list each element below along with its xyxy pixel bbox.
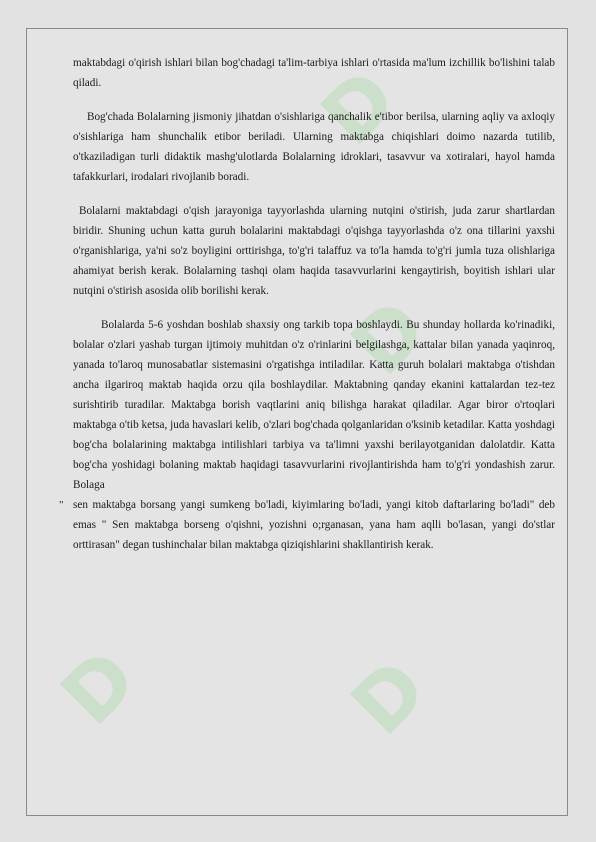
paragraph-1: maktabdagi o'qirish ishlari bilan bog'chadagi ta'lim-tarbiya ishlari o'rtasida ma'lum izchillik bo'lishini talab qiladi.: [73, 57, 555, 89]
paragraph-5-text: sen maktabga borsang yangi sumkeng bo'ladi, kiyimlaring bo'ladi, yangi kitob daftarlaring bo'ladi" deb emas " Sen maktabga borseng o'qishni, yozishni o;rganasan, yana ham aqlli bo'lasan, yangi do'stlar orttirasan" degan tushinchalar bilan maktabga qiziqishlarini shakllantirish kerak.: [73, 499, 555, 551]
watermark-logo-2: D: [334, 283, 445, 393]
paragraph-4: Bolalarda 5-6 yoshdan boshlab shaxsiy ong tarkib topa boshlaydi. Bu shunday hollarda ko'rinadiki, bolalar o'zlari yashab turgan ijtimoiy muhitdan o'z o'rinlarini belgilashga, kattalar bilan yanada yaqinroq, yanada to'laroq munosabatlar sistemasini o'rgatishga intiladilar. Katta guruh bolalari maktabga o'tishdan ancha ilgariroq maktab haqida orzu qila boshlaydilar. Maktabning qanday ekanini kattalardan tez-tez surishtirib turadilar. Maktabga borish vaqtlarini aniq bilishga harakat qiladilar. Agar biror o'rtoqlari maktabga o'tib ketsa, juda havaslari kelib, o'zlari bog'chada qolganlaridan o'ksinib ketadilar. Katta yoshdagi bog'cha bolalarining maktabga intilishlari tarbiya va ta'limni yaxshi berilayotganidan dalolatdir. Katta bog'cha yoshidagi bolaning maktab haqidagi tasavvurlarini rivojlantirishda ham to'g'ri yondashish zarur. Bolaga: [73, 319, 555, 491]
paragraph-2: Bog'chada Bolalarning jismoniy jihatdan o'sishlariga qanchalik e'tibor berilsa, ularning aqliy va axloqiy o'sishlariga ham shunchalik etibor beriladi. Ularning maktabga chiqishlari doimo nazarda tutilib, o'tkaziladigan turli didaktik mashg'ulotlarda Bolalarning idroklari, tasavvur va xotiralari, hayol hamda tafakkurlari, irodalari rivojlanib boradi.: [73, 111, 555, 183]
watermark-logo-1: D: [304, 53, 415, 163]
document-body: [59, 53, 555, 569]
paragraph-5: [59, 495, 555, 555]
document-page: [26, 28, 568, 816]
watermark-logo-4: D: [334, 643, 445, 753]
paragraph-3: Bolalarni maktabdagi o'qish jarayoniga tayyorlashda ularning nutqini o'stirish, juda zarur shartlardan biridir. Shuning uchun katta guruh bolalarini maktabdagi o'qishga tayyorlashda o'z ona tillarini yaxshi o'rganishlariga, ya'ni so'z boyligini orttirishga, to'g'ri talaffuz va to'la hamda to'g'ri jumla tuza olishlariga ahamiyat berish kerak. Bolalarning tashqi olam haqida tasavvurlarini kengaytirish, boyitish ishlari ular nutqini o'stirish asosida olib borilishi kerak.: [73, 205, 555, 297]
quote-mark: ": [59, 499, 64, 511]
watermark-logo-3: D: [44, 633, 155, 743]
